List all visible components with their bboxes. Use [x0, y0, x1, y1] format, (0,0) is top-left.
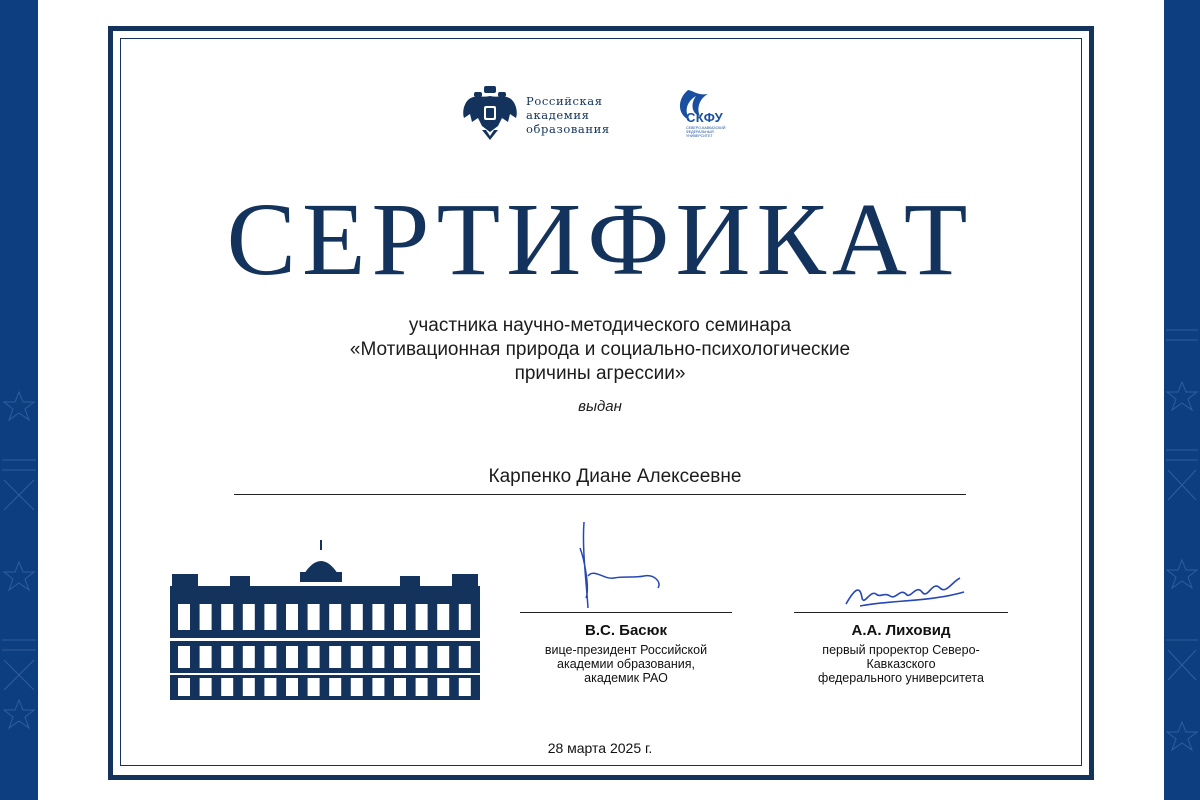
building-window	[221, 678, 233, 696]
building-window	[329, 604, 341, 630]
building-window	[416, 604, 428, 630]
building-window	[394, 678, 406, 696]
building-window	[178, 604, 190, 630]
building-window	[351, 646, 363, 668]
signatory-role-line: академик РАО	[584, 671, 668, 685]
building-window	[243, 604, 255, 630]
building-window	[264, 646, 276, 668]
signatory-basyuk	[520, 612, 732, 685]
signatory-role-line: первый проректор Северо-Кавказского	[822, 643, 980, 671]
issued-label: выдан	[578, 398, 622, 415]
building-window	[178, 646, 190, 668]
double-headed-eagle-icon	[460, 84, 520, 142]
rao-name	[526, 94, 610, 136]
signature-line	[794, 612, 1008, 613]
certificate-title: СЕРТИФИКАТ	[226, 182, 974, 297]
building-window	[308, 646, 320, 668]
building-window	[437, 604, 449, 630]
building-window	[308, 604, 320, 630]
building-window	[459, 604, 471, 630]
rao-name-line: образования	[526, 122, 610, 136]
building-window	[243, 678, 255, 696]
building-window	[286, 604, 298, 630]
building-window	[264, 604, 276, 630]
signatory-role	[520, 643, 732, 685]
building-window	[221, 604, 233, 630]
building-window	[394, 604, 406, 630]
recipient-underline	[234, 494, 966, 495]
building-window	[351, 604, 363, 630]
basyuk-signature	[574, 518, 674, 614]
building-window	[437, 678, 449, 696]
building-window	[394, 646, 406, 668]
signatory-likhovid	[794, 612, 1008, 685]
signatory-role	[794, 643, 1008, 685]
recipient-name: Карпенко Диане Алексеевне	[488, 466, 742, 487]
rao-name-line: Российская	[526, 94, 603, 108]
seminar-description	[0, 314, 1200, 386]
building-window	[351, 678, 363, 696]
building-window	[372, 646, 384, 668]
rao-name-line: академия	[526, 108, 590, 122]
building-window	[200, 604, 212, 630]
university-building-illustration	[170, 538, 480, 700]
building-window	[308, 678, 320, 696]
signatory-name: В.С. Басюк	[585, 622, 667, 639]
likhovid-signature	[840, 570, 970, 614]
building-window	[200, 646, 212, 668]
header-logos	[460, 84, 760, 144]
skfu-name: СКФУ	[686, 110, 724, 125]
signatory-role-line: академии образования,	[557, 657, 695, 671]
building-window	[372, 678, 384, 696]
building-window	[264, 678, 276, 696]
signature-line	[520, 612, 732, 613]
skfu-subtitle: СЕВЕРО-КАВКАЗСКИЙ ФЕДЕРАЛЬНЫЙ УНИВЕРСИТЕТ	[686, 126, 726, 138]
issue-date: 28 марта 2025 г.	[547, 740, 653, 756]
building-window	[416, 646, 428, 668]
building-window	[329, 646, 341, 668]
building-window	[437, 646, 449, 668]
building-window	[200, 678, 212, 696]
building-window	[243, 646, 255, 668]
seminar-line: «Мотивационная природа и социально-психологические	[349, 339, 851, 360]
building-window	[459, 678, 471, 696]
building-window	[459, 646, 471, 668]
building-window	[329, 678, 341, 696]
building-window	[221, 646, 233, 668]
building-window	[178, 678, 190, 696]
building-window	[286, 678, 298, 696]
signatory-role-line: федерального университета	[818, 671, 984, 685]
signatory-name: А.А. Лиховид	[851, 622, 951, 639]
building-window	[416, 678, 428, 696]
seminar-line: участника научно-методического семинара	[408, 315, 792, 336]
building-window	[286, 646, 298, 668]
building-window	[372, 604, 384, 630]
signatory-role-line: вице-президент Российской	[544, 643, 708, 657]
seminar-line: причины агрессии»	[514, 363, 686, 384]
